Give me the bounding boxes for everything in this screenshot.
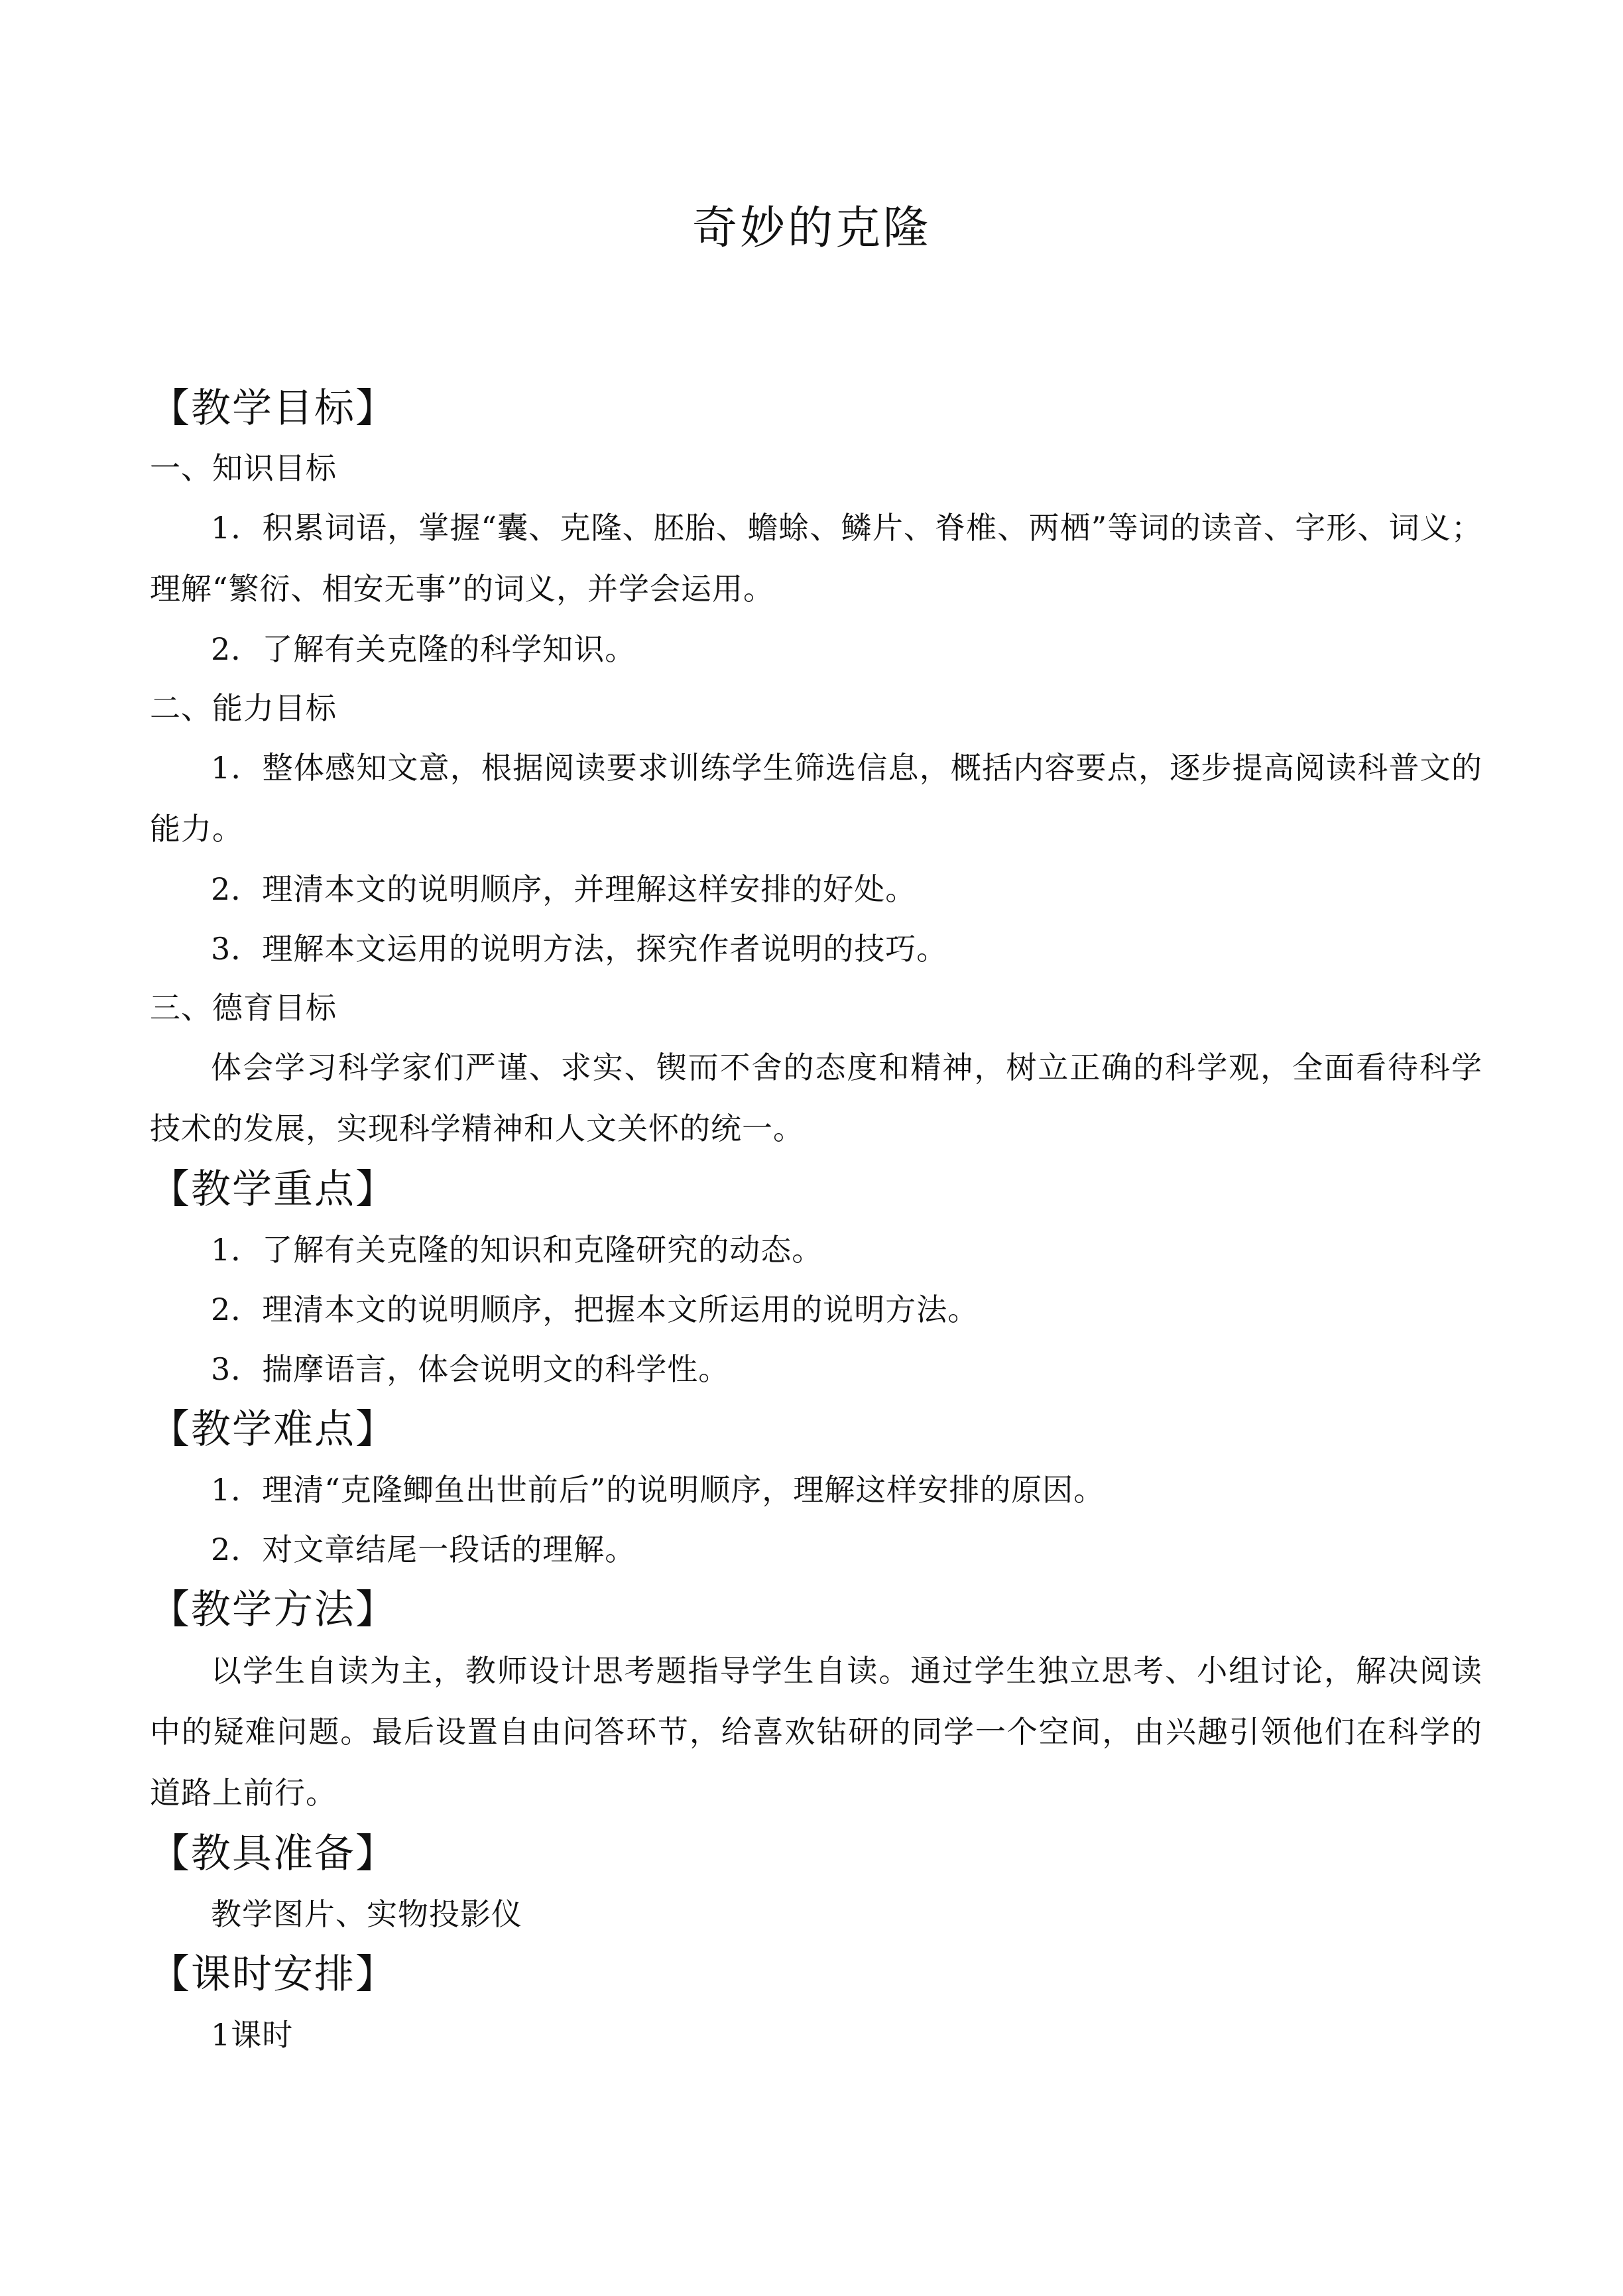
heading-tools: 【教具准备】	[150, 1831, 396, 1877]
knowledge-item-1: 1．积累词语，掌握“囊、克隆、胚胎、蟾蜍、鳞片、脊椎、两栖”等词的读音、字形、词义；理解“繁衍、相安无事”的词义，并学会运用。	[150, 510, 1482, 607]
difficulty-item-2: 2．对文章结尾一段话的理解。	[211, 1532, 636, 1567]
key-point-item-3: 3．揣摩语言，体会说明文的科学性。	[211, 1351, 730, 1387]
tools-text: 教学图片、实物投影仪	[211, 1896, 522, 1932]
heading-objectives: 【教学目标】	[150, 385, 396, 432]
knowledge-item-2: 2．了解有关克隆的科学知识。	[211, 631, 636, 667]
difficulty-item-1: 1．理清“克隆鲫鱼出世前后”的说明顺序，理解这样安排的原因。	[211, 1472, 1105, 1508]
key-point-item-1: 1．了解有关克隆的知识和克隆研究的动态。	[211, 1232, 823, 1268]
ability-item-2: 2．理清本文的说明顺序，并理解这样安排的好处。	[211, 871, 917, 907]
heading-key-points: 【教学重点】	[150, 1166, 396, 1213]
subheading-knowledge: 一、知识目标	[150, 450, 337, 486]
heading-schedule: 【课时安排】	[150, 1951, 396, 1998]
heading-methods: 【教学方法】	[150, 1587, 396, 1633]
subheading-moral: 三、德育目标	[150, 990, 337, 1026]
ability-item-1: 1．整体感知文意，根据阅读要求训练学生筛选信息，概括内容要点，逐步提高阅读科普文的能力。	[150, 750, 1482, 847]
subheading-ability: 二、能力目标	[150, 690, 337, 726]
ability-item-3: 3．理解本文运用的说明方法，探究作者说明的技巧。	[211, 931, 948, 967]
document-title: 奇妙的克隆	[691, 202, 931, 255]
schedule-text: 1课时	[211, 2017, 294, 2053]
moral-text: 体会学习科学家们严谨、求实、锲而不舍的态度和精神，树立正确的科学观，全面看待科学技术的发展，实现科学精神和人文关怀的统一。	[150, 1050, 1482, 1146]
document-body	[150, 378, 1482, 2065]
heading-difficulties: 【教学难点】	[150, 1406, 396, 1453]
key-point-item-2: 2．理清本文的说明顺序，把握本文所运用的说明方法。	[211, 1292, 979, 1327]
methods-text: 以学生自读为主，教师设计思考题指导学生自读。通过学生独立思考、小组讨论，解决阅读中的疑难问题。最后设置自由问答环节，给喜欢钻研的同学一个空间，由兴趣引领他们在科学的道路上前行。	[150, 1653, 1482, 1811]
